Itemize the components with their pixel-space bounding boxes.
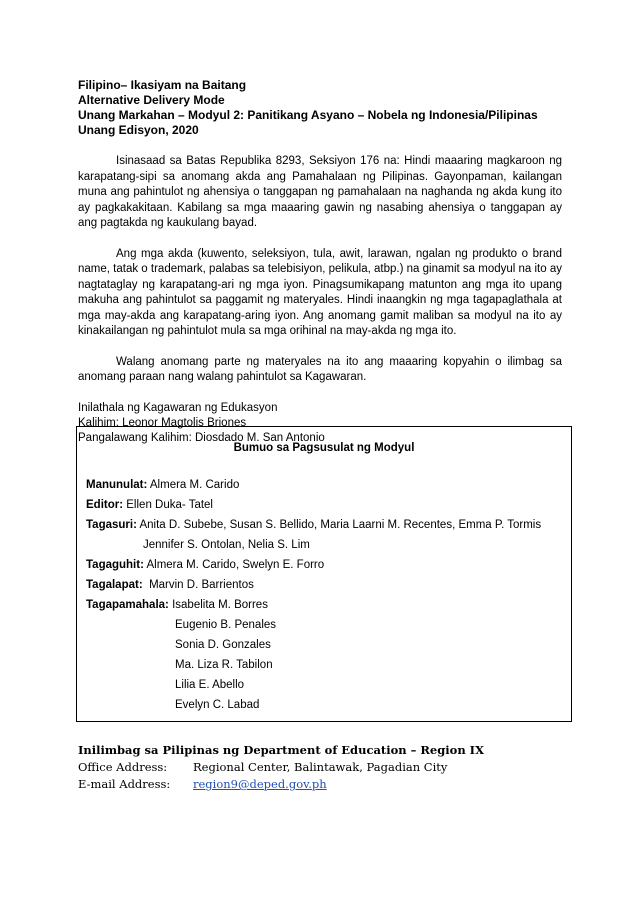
- role-label: Tagalapat:: [86, 579, 143, 591]
- delivery-mode-line: Alternative Delivery Mode: [78, 93, 225, 107]
- secretary-line: Kalihim: Leonor Magtolis Briones: [78, 416, 247, 429]
- module-team-title: Bumuo sa Pagsusulat ng Modyul: [233, 442, 415, 454]
- role-label: Tagasuri:: [86, 519, 137, 531]
- role-label: Tagaguhit:: [86, 559, 144, 571]
- role-value: Almera M. Carido: [149, 479, 240, 491]
- module-title-line: Unang Markahan – Modyul 2: Panitikang Asyano – Nobela ng Indonesia/Pilipinas: [78, 108, 538, 122]
- role-label: Editor:: [86, 499, 124, 511]
- credit-editor: [86, 495, 571, 515]
- role-label: Manunulat:: [86, 479, 148, 491]
- copyright-notice: [78, 154, 562, 386]
- subject-line: Filipino– Ikasiyam na Baitang: [78, 78, 247, 92]
- role-value: Anita D. Subebe, Susan S. Bellido, Maria Laarni M. Recentes, Emma P. Tormis: [139, 519, 542, 531]
- module-team-box: [76, 426, 572, 722]
- copyright-page: [78, 78, 562, 446]
- email-address-label: E-mail Address:: [78, 777, 171, 791]
- paragraph-copyright-law: Isinasaad sa Batas Republika 8293, Seksiyon 176 na: Hindi maaaring magkaroon ng karapatang-sipi sa anomang akda ang Pamahalaan ng Pilipinas. Gayonpaman, kailangan muna ang pahintulot ng ahensiya o tanggapan ng pamahalaan na naghanda ng akda kung ito ay pagkakakitaan. Kabilang sa mga maaaring gawin ng nasabing ahensiya o tanggapan ay ang pagtakda ng kaukulang bayad.: [78, 155, 562, 229]
- printing-info: [78, 742, 484, 793]
- credits-list: [77, 475, 571, 715]
- role-label: Tagapamahala:: [86, 599, 169, 611]
- credit-tagaguhit: [86, 555, 571, 575]
- role-value: Marvin D. Barrientos: [149, 579, 254, 591]
- credit-tagapamahala-member: Lilia E. Abello: [175, 679, 245, 691]
- paragraph-works-used: Ang mga akda (kuwento, seleksiyon, tula, awit, larawan, ngalan ng produkto o brand name, tatak o trademark, palabas sa telebisiyon, pelikula, atbp.) na ginamit sa modyul na ito ay nagtataglay ng karapatang-ari ng mga iyon. Pinagsumikapang matunton ang mga ito upang makuha ang pahintulot sa paggamit ng materyales. Hindi inaangkin ng mga tagapaglathala at mga may-akda ang karapatang-aring iyon. Ang anomang gamit maliban sa modyul na ito ay kinakailangan ng pahintulot mula sa mga orihinal na may-akda ng mga ito.: [78, 247, 562, 337]
- role-value: Jennifer S. Ontolan, Nelia S. Lim: [143, 539, 310, 551]
- office-address-line: [78, 759, 484, 776]
- credit-tagapamahala-member: Evelyn C. Labad: [175, 699, 260, 711]
- office-address-label: Office Address:: [78, 760, 168, 774]
- undersecretary-line: Pangalawang Kalihim: Diosdado M. San Antonio: [78, 431, 325, 444]
- edition-line: Unang Edisyon, 2020: [78, 123, 199, 137]
- credit-tagapamahala: [86, 595, 571, 615]
- role-value: Ellen Duka- Tatel: [126, 499, 213, 511]
- credit-tagapamahala-member: Ma. Liza R. Tabilon: [175, 659, 273, 671]
- credit-tagapamahala-member: Sonia D. Gonzales: [175, 639, 271, 651]
- credit-tagasuri: [86, 515, 571, 535]
- paragraph-no-reproduction: Walang anomang parte ng materyales na ito ang maaaring kopyahin o ilimbag sa anomang paraan nang walang pahintulot sa Kagawaran.: [78, 355, 562, 383]
- publisher-line: Inilathala ng Kagawaran ng Edukasyon: [78, 401, 278, 414]
- email-address-line: [78, 776, 484, 793]
- role-value: Almera M. Carido, Swelyn E. Forro: [146, 559, 325, 571]
- document-header: [78, 78, 562, 138]
- email-link[interactable]: region9@deped.gov.ph: [193, 777, 327, 791]
- credit-manunulat: [86, 475, 571, 495]
- printed-by-line: Inilimbag sa Pilipinas ng Department of Education – Region IX: [78, 743, 484, 757]
- credit-tagalapat: [86, 575, 571, 595]
- role-value: Isabelita M. Borres: [172, 599, 268, 611]
- credit-tagapamahala-member: Eugenio B. Penales: [175, 619, 277, 631]
- office-address-value: Regional Center, Balintawak, Pagadian City: [193, 760, 448, 774]
- credit-tagasuri-cont: [86, 535, 571, 555]
